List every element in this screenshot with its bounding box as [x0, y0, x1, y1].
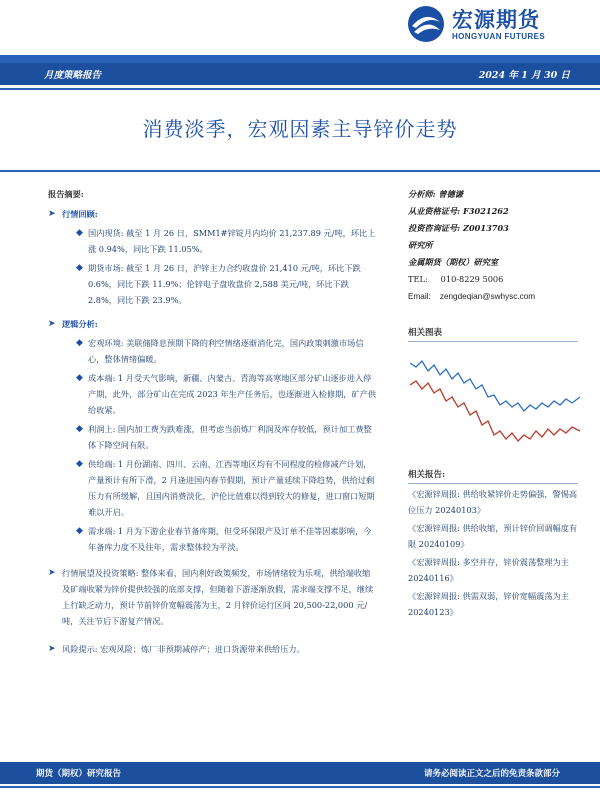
footer-left-text: 期货（期权）研究报告 [36, 769, 122, 779]
analyst-license: 从业资格证号: F3021262 [408, 206, 509, 216]
header-info-bar [0, 63, 600, 85]
analyst-email[interactable]: Email: zengdeqian@swhysc.com [408, 292, 536, 301]
arrow-right-icon: ➤ [48, 209, 56, 219]
title-divider [0, 170, 600, 172]
diamond-bullet-icon: ◆ [76, 459, 83, 469]
footer-disclaimer-text: 请务必阅读正文之后的免责条款部分 [423, 769, 560, 779]
report-summary [48, 186, 378, 657]
list-item: ◆ 国内现货: 截至 1 月 26 日，SMM1#锌锭月内均价 21,237.89 元/吨，环比上涨 0.94%，同比下跌 11.05%。 [76, 225, 378, 257]
risk-paragraph: ➤ 风险提示: 宏观风险；炼厂非预期减停产；进口货源带来供给压力。 [48, 641, 378, 657]
list-item: ◆ 宏观环境: 美联储降息预期下降的利空情绪逐渐消化完，国内政策刺激市场信心，整体情绪偏暖。 [76, 335, 378, 367]
hongyuan-logo [406, 0, 576, 48]
analyst-name: 分析师: 曾德谦 [408, 189, 463, 199]
report-type: 月度策略报告 [44, 70, 102, 81]
list-item: ◆ 成本端: 1 月受天气影响，新疆、内蒙古、青海等高寒地区部分矿山逐步进入停产期，此外，部分矿山在完成 2023 年生产任务后，也逐渐进入检修期，矿产供给收紧。 [76, 370, 378, 418]
arrow-right-icon: ➤ [48, 319, 56, 329]
related-report-link[interactable]: 《宏源锌周报: 供给收缩，预计锌价回调幅度有限 20240109》 [408, 523, 578, 549]
diamond-bullet-icon: ◆ [76, 424, 83, 434]
list-item: ◆ 利润上: 国内加工费为跌难涨，但考虑当前炼厂利润及库存较低，预计加工费整体下降空间有限。 [76, 421, 378, 453]
arrow-right-icon: ➤ [48, 568, 56, 578]
summary-heading: 报告摘要: [48, 189, 84, 199]
list-item: ◆ 供给端: 1 月份湖南、四川、云南、江西等地区均有不同程度的检修减产计划，产量预计有所下滑，2 月逢进国内春节假期，预计产量延续下降趋势，供给过剩压力有所缓解，且国内消费淡化，沪伦比值难以得到较大的修复，进口窗口短期难以开启。 [76, 456, 378, 520]
diamond-bullet-icon: ◆ [76, 228, 83, 238]
header-accent-bar [0, 55, 600, 63]
diamond-bullet-icon: ◆ [76, 263, 83, 273]
analyst-department: 研究所 [408, 240, 433, 250]
diamond-bullet-icon: ◆ [76, 338, 83, 348]
list-item: ◆ 需求端: 1 月为下游企业春节备库期，但受环保限产及订单不佳等因素影响，今年备库力度不及往年，需求整体较为平淡。 [76, 523, 378, 555]
diamond-bullet-icon: ◆ [76, 526, 83, 536]
analyst-tel: TEL: 010-8229 5006 [408, 274, 504, 284]
logo-chinese-name: 宏源期货 [452, 7, 540, 32]
related-report-link[interactable]: 《宏源锌周报: 多空并存，锌价震荡整理为主 20240116》 [408, 557, 569, 583]
related-report-link[interactable]: 《宏源锌周报: 供需双弱，锌价宽幅震荡为主 20240123》 [408, 591, 569, 617]
hongyuan-logo-icon [406, 4, 446, 44]
related-figure-chart [408, 345, 582, 455]
report-title: 消费淡季，宏观因素主导锌价走势 [142, 117, 458, 141]
arrow-right-icon: ➤ [48, 644, 56, 654]
related-reports-list [408, 486, 584, 622]
logo-english-name: HONGYUAN FUTURES [452, 31, 546, 41]
diamond-bullet-icon: ◆ [76, 373, 83, 383]
footer-bar [0, 762, 600, 784]
outlook-paragraph: ➤ 行情展望及投资策略: 整体来看，国内利好政策频发，市场情绪较为乐观，供给端收缩及矿端收紧为锌价提供较强的底部支撑，但随着下游逐渐放假，需求端支撑不足，继续上行缺乏动力，预计节前锌价宽幅震荡为主，2 月锌价运行区间 20,500-22,000 元/吨，关注节后下游复产情况。 [48, 565, 378, 629]
analyst-advisory-license: 投资咨询证号: Z0013703 [408, 223, 509, 233]
logic-section-heading: ➤ 逻辑分析: [48, 316, 378, 332]
figure-series-red [410, 381, 580, 441]
review-section-heading: ➤ 行情回顾: [48, 206, 378, 222]
list-item: ◆ 期货市场: 截至 1 月 26 日，沪锌主力合约收盘价 21,410 元/吨，环比下跌 0.6%，同比下跌 11.9%；伦锌电子盘收盘价 2,588 美元/吨，环比下跌 2.8%，同比下跌 23.9%。 [76, 260, 378, 308]
analyst-info [408, 186, 578, 305]
related-figure-heading: 相关图表 [408, 326, 578, 342]
report-date: 2024 年 1 月 30 日 [478, 70, 570, 81]
related-report-link[interactable]: 《宏源锌周报: 供给收紧锌价走势偏强，警惕高位压力 20240103》 [408, 489, 578, 515]
footer-divider [0, 786, 600, 788]
related-reports-heading: 相关报告: [408, 468, 578, 484]
analyst-company: 金属期货（期权）研究室 [408, 257, 499, 267]
header-divider [0, 88, 600, 90]
figure-series-blue [410, 361, 580, 411]
